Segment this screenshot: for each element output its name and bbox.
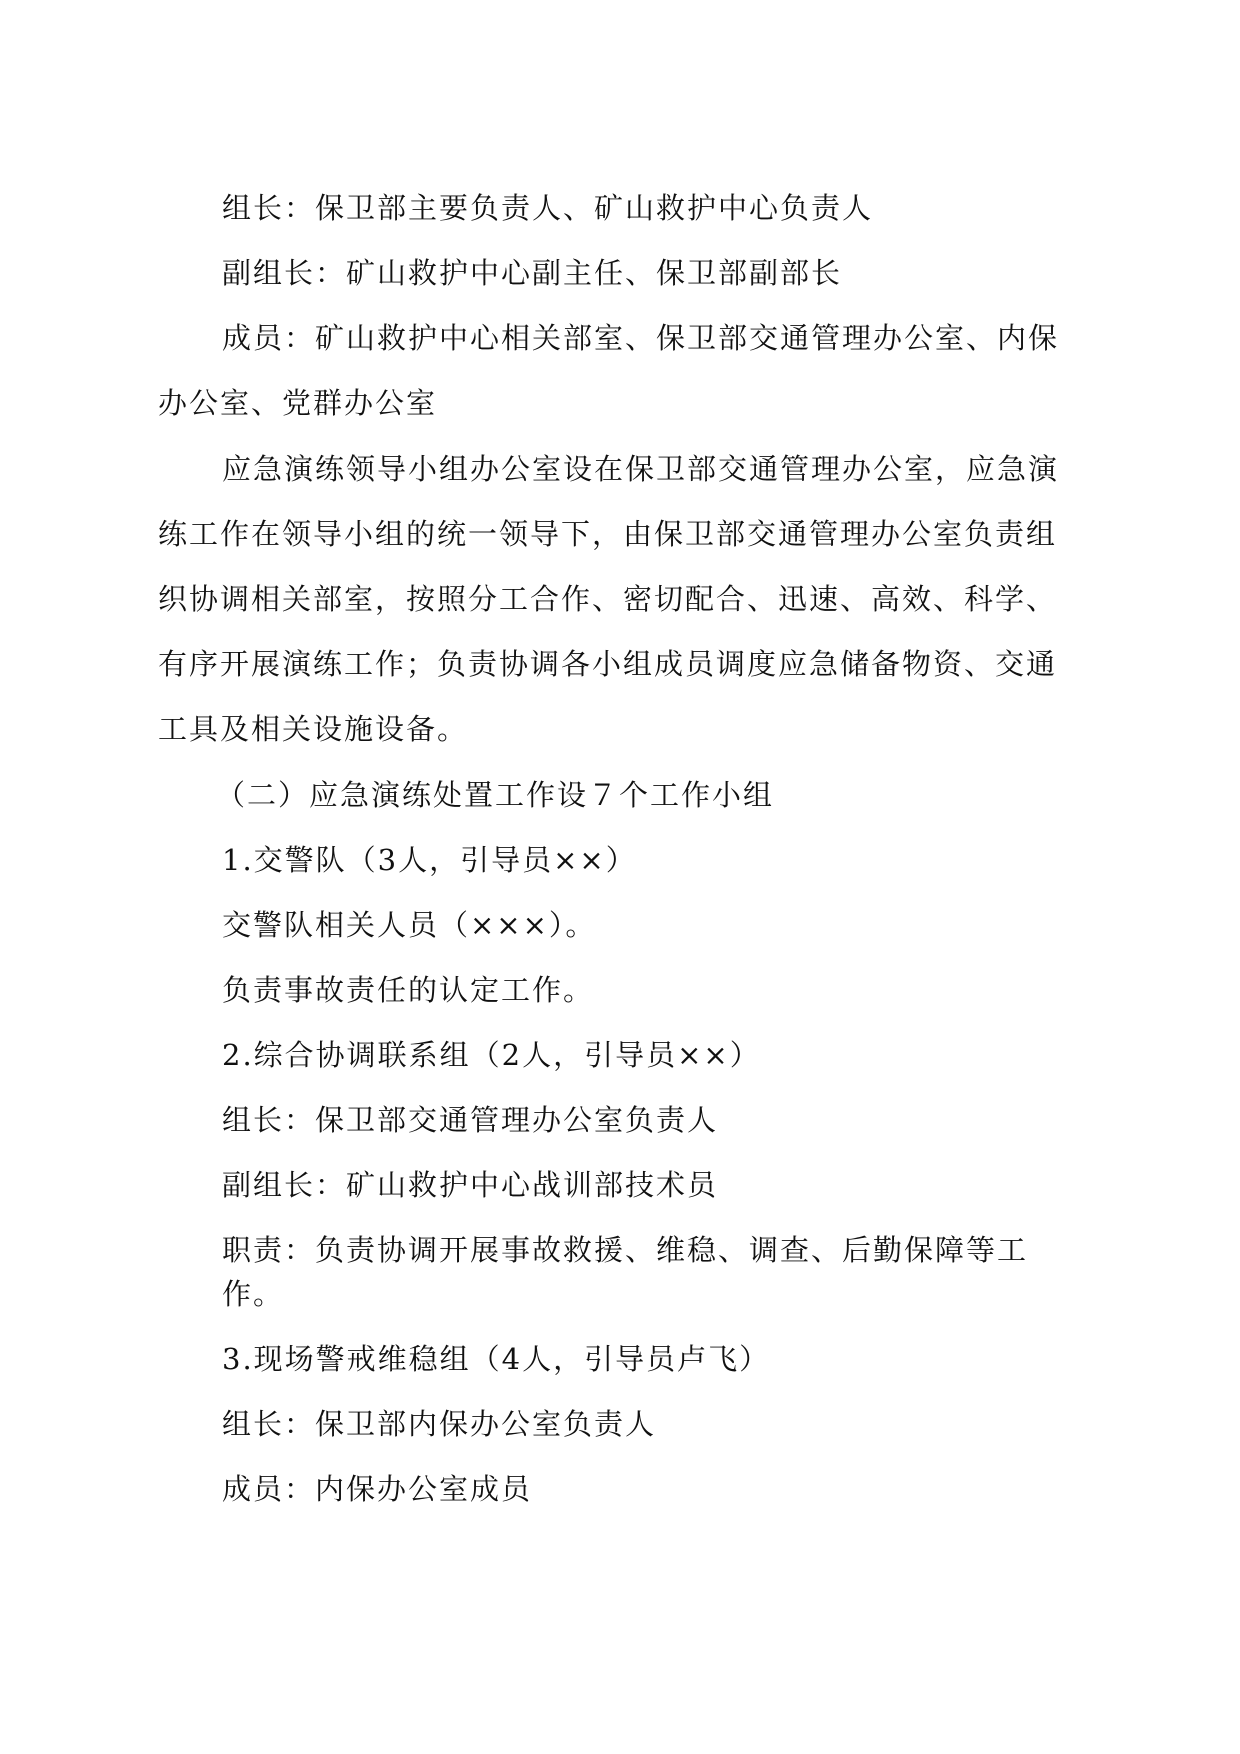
item-heading-security-group: 3.现场警戒维稳组（4人，引导员卢飞） bbox=[222, 1342, 771, 1376]
paragraph-security-members: 成员：内保办公室成员 bbox=[222, 1472, 533, 1506]
paragraph-traffic-police-duty: 负责事故责任的认定工作。 bbox=[222, 973, 595, 1007]
paragraph-members: 成员：矿山救护中心相关部室、保卫部交通管理办公室、内保办公室、党群办公室 bbox=[158, 321, 1060, 420]
paragraph-deputy-leader: 副组长：矿山救护中心副主任、保卫部副部长 bbox=[222, 256, 843, 290]
paragraph-coordination-leader: 组长：保卫部交通管理办公室负责人 bbox=[222, 1103, 719, 1137]
document-body bbox=[158, 186, 1080, 1532]
section-heading-work-groups: （二）应急演练处置工作设７个工作小组 bbox=[216, 778, 775, 812]
paragraph-coordination-deputy: 副组长：矿山救护中心战训部技术员 bbox=[222, 1168, 719, 1202]
paragraph-traffic-police-staff: 交警队相关人员（×××）。 bbox=[222, 908, 597, 942]
paragraph-security-leader: 组长：保卫部内保办公室负责人 bbox=[222, 1407, 657, 1441]
paragraph-leader: 组长：保卫部主要负责人、矿山救护中心负责人 bbox=[222, 191, 874, 225]
item-heading-coordination-group: 2.综合协调联系组（2人，引导员××） bbox=[222, 1038, 761, 1072]
paragraph-office-description: 应急演练领导小组办公室设在保卫部交通管理办公室，应急演练工作在领导小组的统一领导下，由保卫部交通管理办公室负责组织协调相关部室，按照分工合作、密切配合、迅速、高效、科学、有序开展演练工作；负责协调各小组成员调度应急储备物资、交通工具及相关设施设备。 bbox=[158, 452, 1060, 746]
paragraph-coordination-duty: 职责：负责协调开展事故救援、维稳、调查、后勤保障等工作。 bbox=[222, 1233, 1029, 1311]
item-heading-traffic-police: 1.交警队（3人，引导员××） bbox=[222, 843, 637, 877]
